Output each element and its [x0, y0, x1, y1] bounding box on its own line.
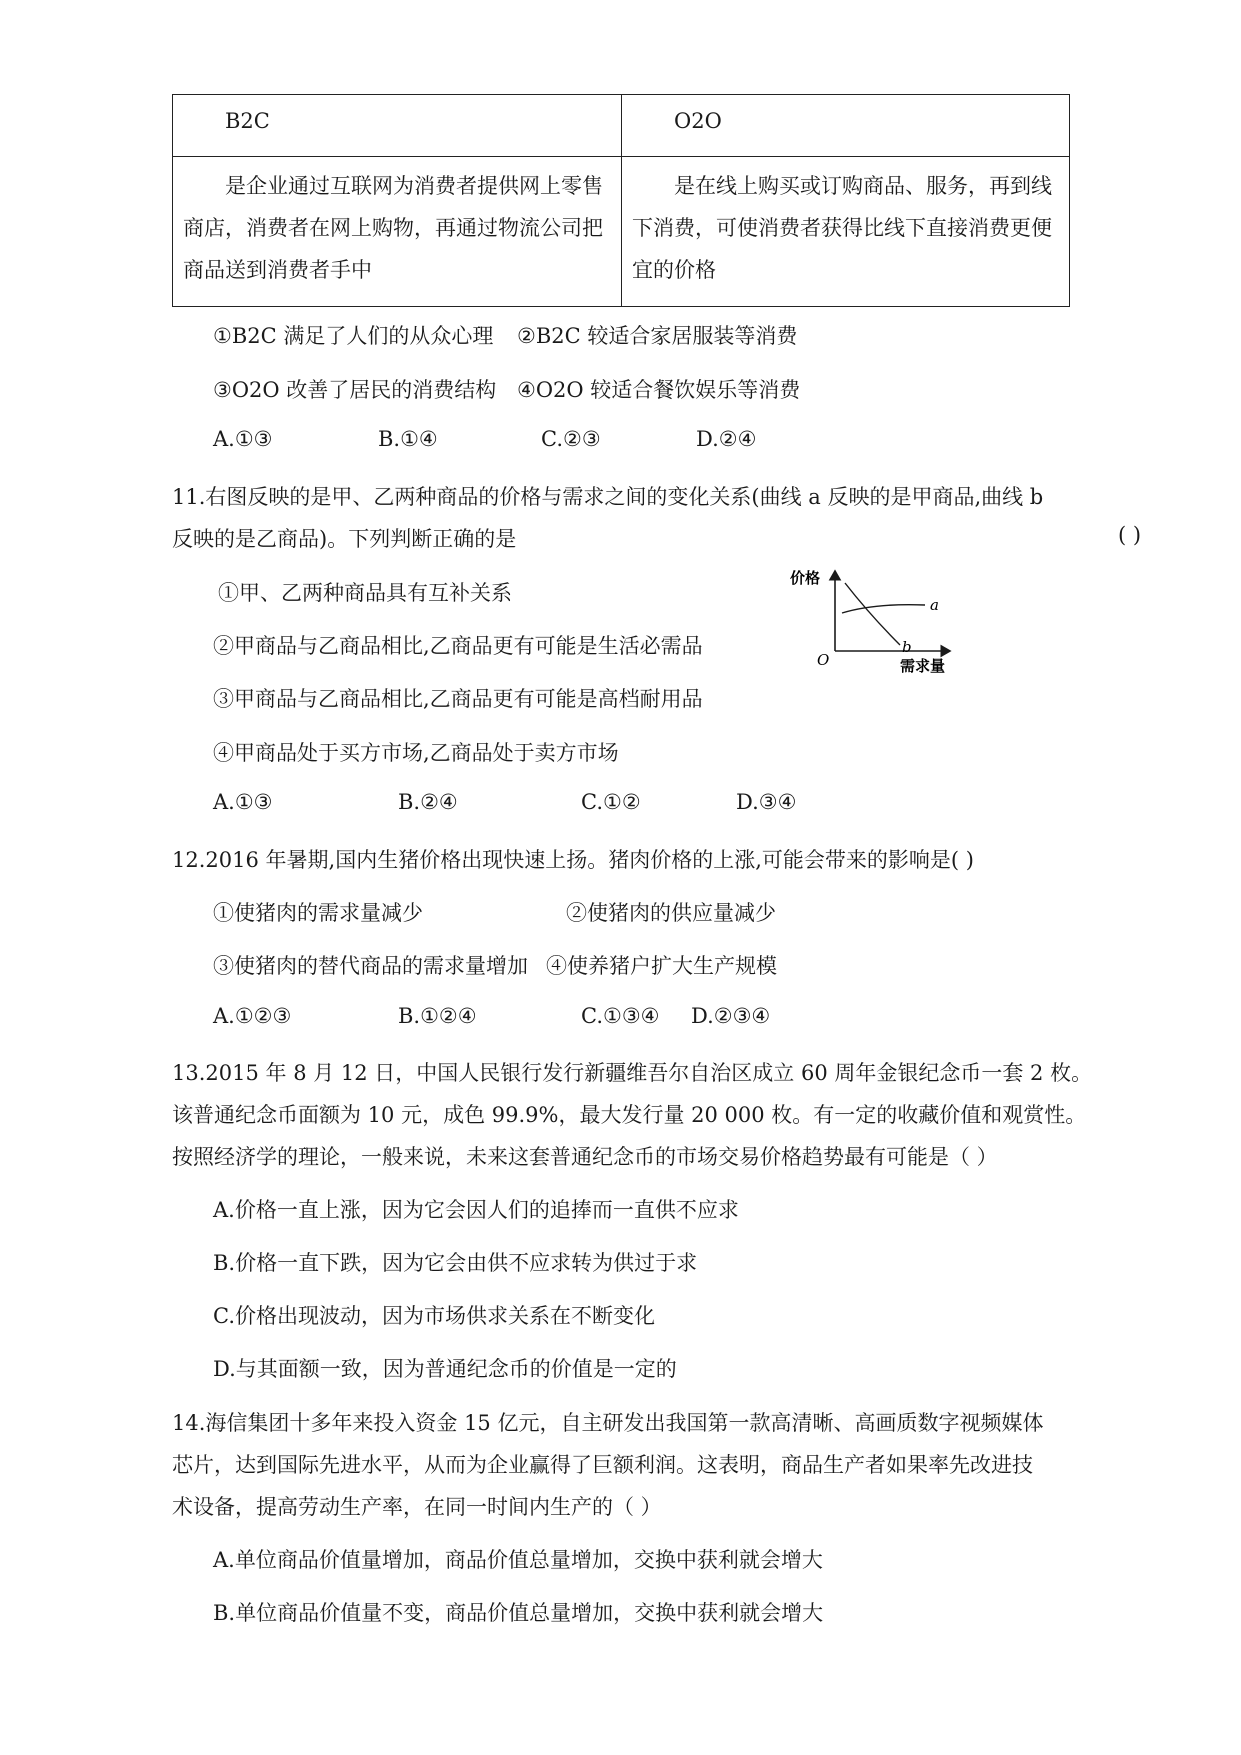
q13-stem-line-1: 13.2015 年 8 月 12 日，中国人民银行发行新疆维吾尔自治区成立 60 周年金银纪念币一套 2 枚。 — [172, 1061, 1093, 1085]
q13-option-b: B.价格一直下跌，因为它会由供不应求转为供过于求 — [213, 1251, 698, 1275]
q13-option-d: D.与其面额一致，因为普通纪念币的价值是一定的 — [213, 1357, 677, 1381]
q14-stem-line-2: 芯片，达到国际先进水平，从而为企业赢得了巨额利润。这表明，商品生产者如果率先改进技 — [172, 1453, 1033, 1477]
q10-option-a: A.①③ — [213, 427, 273, 451]
q11-answer-paren: ( ) — [1118, 523, 1142, 547]
q13-stem-line-3: 按照经济学的理论，一般来说，未来这套普通纪念币的市场交易价格趋势最有可能是（ ） — [172, 1145, 998, 1169]
curve-a-label: a — [930, 596, 939, 614]
q12-option-a: A.①②③ — [213, 1004, 292, 1028]
price-demand-graph — [790, 565, 965, 675]
q10-statement-4: ④O2O 较适合餐饮娱乐等消费 — [517, 378, 801, 402]
q11-statement-2: ②甲商品与乙商品相比,乙商品更有可能是生活必需品 — [213, 634, 703, 658]
q11-statement-4: ④甲商品处于买方市场,乙商品处于卖方市场 — [213, 741, 619, 765]
q14-stem-line-3: 术设备，提高劳动生产率，在同一时间内生产的（ ） — [172, 1495, 662, 1519]
q12-statement-2: ②使猪肉的供应量减少 — [566, 901, 776, 925]
q13-stem-line-2: 该普通纪念币面额为 10 元，成色 99.9%，最大发行量 20 000 枚。有一定的收藏价值和观赏性。 — [172, 1103, 1087, 1127]
q12-option-d: D.②③④ — [691, 1004, 771, 1028]
q11-option-d: D.③④ — [736, 790, 797, 814]
q11-statement-1: ①甲、乙两种商品具有互补关系 — [218, 581, 512, 605]
q10-option-c: C.②③ — [541, 427, 601, 451]
q10-option-d: D.②④ — [696, 427, 757, 451]
q11-stem-line-1: 11.右图反映的是甲、乙两种商品的价格与需求之间的变化关系(曲线 a 反映的是甲商品,曲线 b — [172, 485, 1044, 509]
q10-statement-2: ②B2C 较适合家居服装等消费 — [517, 324, 798, 348]
q13-option-a: A.价格一直上涨，因为它会因人们的追捧而一直供不应求 — [213, 1198, 739, 1222]
table-cell-b2c-description: 是企业通过互联网为消费者提供网上零售商店，消费者在网上购物，再通过物流公司把商品送到消费者手中 — [173, 157, 622, 307]
q10-statement-3: ③O2O 改善了居民的消费结构 — [213, 378, 497, 402]
q11-statement-3: ③甲商品与乙商品相比,乙商品更有可能是高档耐用品 — [213, 687, 703, 711]
q11-option-c: C.①② — [581, 790, 641, 814]
q11-option-b: B.②④ — [398, 790, 458, 814]
q11-stem-line-2: 反映的是乙商品)。下列判断正确的是 — [172, 527, 517, 551]
q14-option-a: A.单位商品价值量增加，商品价值总量增加，交换中获利就会增大 — [213, 1548, 823, 1572]
q14-option-b: B.单位商品价值量不变，商品价值总量增加，交换中获利就会增大 — [213, 1601, 824, 1625]
q12-statement-3: ③使猪肉的替代商品的需求量增加 — [213, 954, 528, 978]
comparison-table — [172, 94, 1070, 307]
graph-origin-label: O — [817, 651, 830, 669]
table-header-o2o: O2O — [622, 95, 1070, 157]
q10-statement-1: ①B2C 满足了人们的从众心理 — [213, 324, 494, 348]
q12-stem: 12.2016 年暑期,国内生猪价格出现快速上扬。猪肉价格的上涨,可能会带来的影响是( ) — [172, 848, 974, 872]
curve-a — [842, 605, 925, 613]
table-header-b2c: B2C — [173, 95, 622, 157]
q10-option-b: B.①④ — [378, 427, 438, 451]
curve-b — [845, 583, 900, 645]
graph-y-label: 价格 — [790, 569, 821, 587]
q12-option-b: B.①②④ — [398, 1004, 477, 1028]
q12-option-c: C.①③④ — [581, 1004, 660, 1028]
q12-statement-4: ④使养猪户扩大生产规模 — [546, 954, 777, 978]
curve-b-label: b — [902, 638, 912, 656]
q12-statement-1: ①使猪肉的需求量减少 — [213, 901, 423, 925]
q13-option-c: C.价格出现波动，因为市场供求关系在不断变化 — [213, 1304, 655, 1328]
q11-option-a: A.①③ — [213, 790, 273, 814]
graph-x-label: 需求量 — [900, 657, 946, 675]
q14-stem-line-1: 14.海信集团十多年来投入资金 15 亿元，自主研发出我国第一款高清晰、高画质数字视频媒体 — [172, 1411, 1044, 1435]
table-cell-o2o-description: 是在线上购买或订购商品、服务，再到线下消费，可使消费者获得比线下直接消费更便宜的价格 — [622, 157, 1070, 307]
